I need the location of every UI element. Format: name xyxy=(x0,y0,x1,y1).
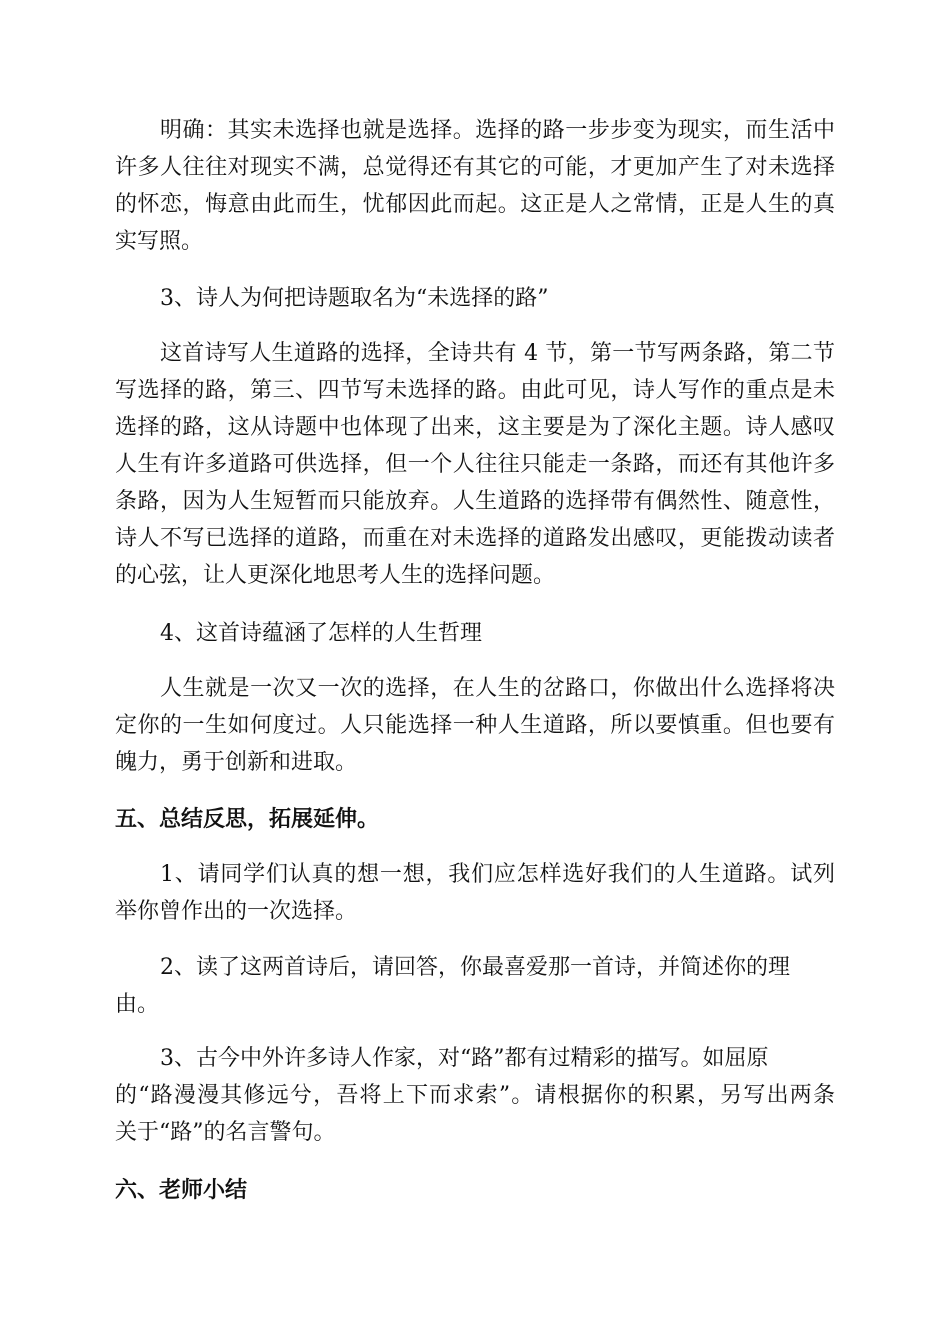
section-heading-5 xyxy=(115,801,835,838)
text-line: 3、古今中外许多诗人作家，对“路”都有过精彩的描写。如屈原 xyxy=(160,1046,769,1071)
heading-text: 五、总结反思，拓展延伸。 xyxy=(115,807,380,832)
text-line: 魄力，勇于创新和进取。 xyxy=(115,750,358,775)
text-line: 由。 xyxy=(115,992,160,1017)
text-line: 的怀恋，悔意由此而生，忧郁因此而起。这正是人之常情，正是人生的真 xyxy=(115,192,835,217)
text-line: 条路，因为人生短暂而只能放弃。人生道路的选择带有偶然性、随意性， xyxy=(115,489,835,514)
paragraph-answer-3 xyxy=(115,335,835,594)
text-line: 实写照。 xyxy=(115,229,204,254)
text-line: 这首诗写人生道路的选择，全诗共有 4 节，第一节写两条路，第二节 xyxy=(160,341,835,366)
section-heading-6 xyxy=(115,1172,835,1209)
question-4 xyxy=(115,615,835,652)
text-line: 关于“路”的名言警句。 xyxy=(115,1120,336,1145)
text-line: 2、读了这两首诗后，请回答，你最喜爱那一首诗，并简述你的理 xyxy=(160,955,790,980)
paragraph-explanation xyxy=(115,112,835,260)
text-line: 的“路漫漫其修远兮，吾将上下而求索”。请根据你的积累，另写出两条 xyxy=(115,1083,835,1108)
text-line: 选择的路，这从诗题中也体现了出来，这主要是为了深化主题。诗人感叹 xyxy=(115,415,835,440)
text-line: 举你曾作出的一次选择。 xyxy=(115,899,358,924)
text-line: 写选择的路，第三、四节写未选择的路。由此可见，诗人写作的重点是未 xyxy=(115,378,835,403)
text-line: 4、这首诗蕴涵了怎样的人生哲理 xyxy=(160,621,482,646)
paragraph-answer-4 xyxy=(115,670,835,781)
question-3 xyxy=(115,280,835,317)
text-line: 许多人往往对现实不满，总觉得还有其它的可能，才更加产生了对未选择 xyxy=(115,155,835,180)
text-line: 定你的一生如何度过。人只能选择一种人生道路，所以要慎重。但也要有 xyxy=(115,713,835,738)
text-line: 明确：其实未选择也就是选择。选择的路一步步变为现实，而生活中 xyxy=(160,118,835,143)
text-line: 1、请同学们认真的想一想，我们应怎样选好我们的人生道路。试列 xyxy=(160,862,835,887)
text-line: 人生有许多道路可供选择，但一个人往往只能走一条路，而还有其他许多 xyxy=(115,452,835,477)
task-1 xyxy=(115,856,835,930)
text-line: 3、诗人为何把诗题取名为“未选择的路” xyxy=(160,286,549,311)
text-line: 人生就是一次又一次的选择，在人生的岔路口，你做出什么选择将决 xyxy=(160,676,835,701)
text-line: 的心弦，让人更深化地思考人生的选择问题。 xyxy=(115,563,556,588)
task-3 xyxy=(115,1040,835,1151)
heading-text: 六、老师小结 xyxy=(115,1178,248,1203)
task-2 xyxy=(115,949,835,1023)
text-line: 诗人不写已选择的道路，而重在对未选择的道路发出感叹，更能拨动读者 xyxy=(115,526,835,551)
